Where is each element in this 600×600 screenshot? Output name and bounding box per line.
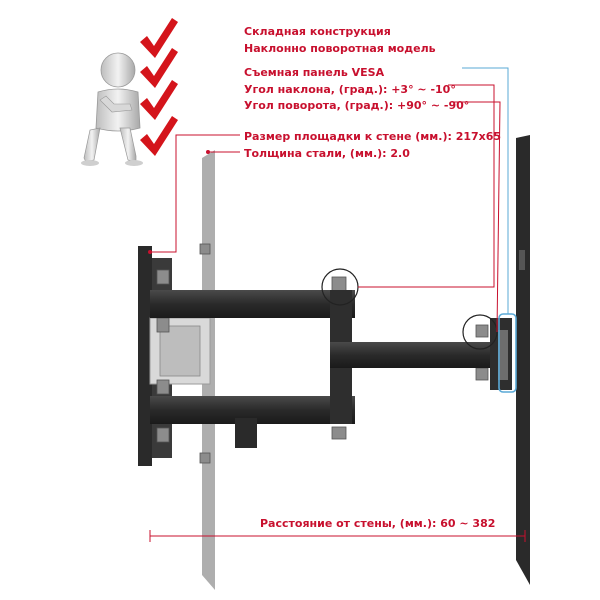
spec-label: Угол наклона, (град.): +3° ~ -10° — [244, 83, 456, 96]
tv-panel — [516, 135, 530, 585]
feature-label: Наклонно поворотная модель — [244, 42, 436, 55]
spec-label: Толщина стали, (мм.): 2.0 — [244, 147, 410, 160]
wall-plate — [138, 246, 210, 466]
spec-label: Съемная панель VESA — [244, 66, 385, 79]
spec-label: Угол поворота, (град.): +90° ~ -90° — [244, 99, 470, 112]
figure-icon — [81, 53, 143, 166]
checkmark-icon — [140, 116, 178, 156]
distance-label: Расстояние от стены, (мм.): 60 ~ 382 — [260, 517, 496, 530]
feature-label: Складная конструкция — [244, 25, 391, 38]
checkmark-icon — [140, 80, 178, 120]
spec-label: Размер площадки к стене (мм.): 217x65 — [244, 130, 502, 143]
